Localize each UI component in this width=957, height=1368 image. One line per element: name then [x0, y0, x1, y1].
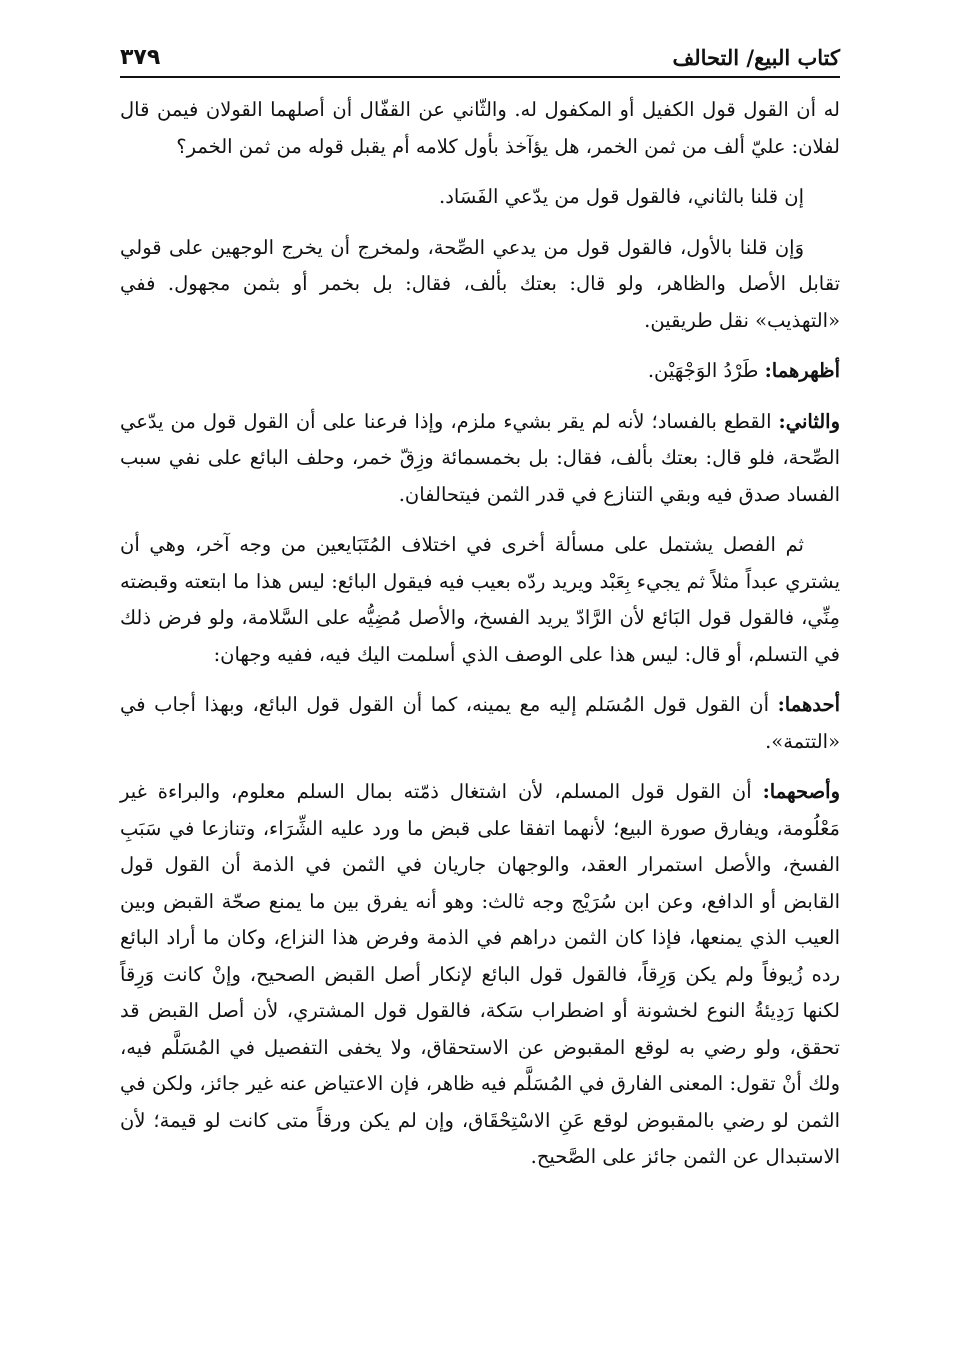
paragraph-5 [120, 404, 840, 514]
paragraph-4-lead: أظهرهما: [764, 359, 840, 382]
page-header [120, 30, 840, 78]
paragraph-4 [120, 353, 840, 390]
paragraph-3-text: وَإن قلنا بالأول، فالقول قول من يدعي الصِّحة، ولمخرج أن يخرج الوجهين على قولي تقابل الأصل والظاهر، ولو قال: بعتك بألف، فقال: بل بخمر أو بثمن مجهول. ففي «التهذيب» نقل طريقين. [120, 235, 840, 332]
paragraph-5-text: القطع بالفساد؛ لأنه لم يقر بشيء ملزم، وإذا فرعنا على أن القول قول من يدّعي الصِّحة، فلو قال: بعتك بألف، فقال: بل بخمسمائة وزِقّ خمر، وحلف البائع على نفي سبب الفساد صدق فيه وبقي التنازع في قدر الثمن فيتحالفان. [120, 409, 840, 506]
paragraph-1 [120, 92, 840, 165]
running-title: كتاب البيع/ التحالف [672, 45, 840, 70]
body-text [120, 92, 840, 1176]
paragraph-8 [120, 774, 840, 1176]
paragraph-7-lead: أحدهما: [777, 693, 840, 716]
paragraph-3 [120, 230, 840, 340]
paragraph-8-lead: وأصحهما: [762, 780, 840, 803]
paragraph-1-text: له أن القول قول الكفيل أو المكفول له. والثّاني عن القفّال أن أصلهما القولان فيمن قال لفلان: عليّ ألف من ثمن الخمر، هل يؤآخذ بأول كلامه أم يقبل قوله من ثمن الخمر؟ [120, 98, 840, 158]
paragraph-8-text: أن القول قول المسلم، لأن اشتغال ذمّته بمال السلم معلوم، والبراءة غير مَعْلُومة، ويفارق صورة البيع؛ لأنهما اتفقا على قبض ما ورد عليه الشِّرَاء، وتنازعا في سَبَبِ الفسخ، والأصل استمرار العقد، والوجهان جاريان في الثمن في الذمة أن القول قول القابض أو الدافع، وعن ابن سُرَيْج وجه ثالث: وهو أنه يفرق بين ما يمنع صحّة القبض وبين العيب الذي يمنعها، فإذا كان الثمن دراهم في الذمة وفرض هذا النزاع، وكان ما أراد البائع رده زُيوفاً ولم يكن وَرِقاً، فالقول قول البائع لإنكار أصل القبض الصحيح، وإنْ كانت وَرِقاً لكنها رَدِيئةُ النوع لخشونة أو اضطراب سَكة، فالقول قول المشتري، لأن أصل القبض قد تحقق، ولو رضي به لوقع المقبوض عن الاستحقاق، ولا يخفى التفصيل في المُسَلَّم فيه، ولك أنْ تقول: المعنى الفارق في المُسَلَّم فيه ظاهر، فإن الاعتياض عنه غير جائز، ولكن في الثمن لو رضي بالمقبوض لوقع عَنِ الاسْتِحْقَاق، وإن لم يكن ورقاً متى كانت لو قيمة؛ لأن الاستبدال عن الثمن جائز على الصَّحيح. [120, 780, 840, 1168]
paragraph-6 [120, 527, 840, 673]
document-page [120, 30, 840, 1190]
paragraph-7-text: أن القول قول المُسَلم إليه مع يمينه، كما أن القول قول البائع، وبهذا أجاب في «التتمة». [120, 693, 840, 753]
paragraph-5-lead: والثاني: [778, 409, 840, 433]
paragraph-2 [120, 179, 840, 216]
paragraph-4-text: طَرْدُ الوَجْهَيْن. [647, 359, 765, 382]
paragraph-6-text: ثم الفصل يشتمل على مسألة أخرى في اختلاف المُتَبَايعين من وجه آخر، وهي أن يشتري عبداً مثلاً ثم يجيء بِعَبْد ويريد ردّه بعيب فيه فيقول البائع: ليس هذا ما ابتعته وقبضته مِنِّي، فالقول قول البَائع لأن الرَّادّ يريد الفسخ، والأصل مُضِيُّه على السَّلامة، ولو فرض ذلك في التسلم، أو قال: ليس هذا على الوصف الذي أسلمت اليك فيه، ففيه وجهان: [120, 533, 840, 666]
page-number: ٣٧٩ [120, 45, 161, 70]
paragraph-2-text: إن قلنا بالثاني، فالقول قول من يدّعي الفَسَاد. [439, 185, 804, 208]
paragraph-7 [120, 687, 840, 760]
